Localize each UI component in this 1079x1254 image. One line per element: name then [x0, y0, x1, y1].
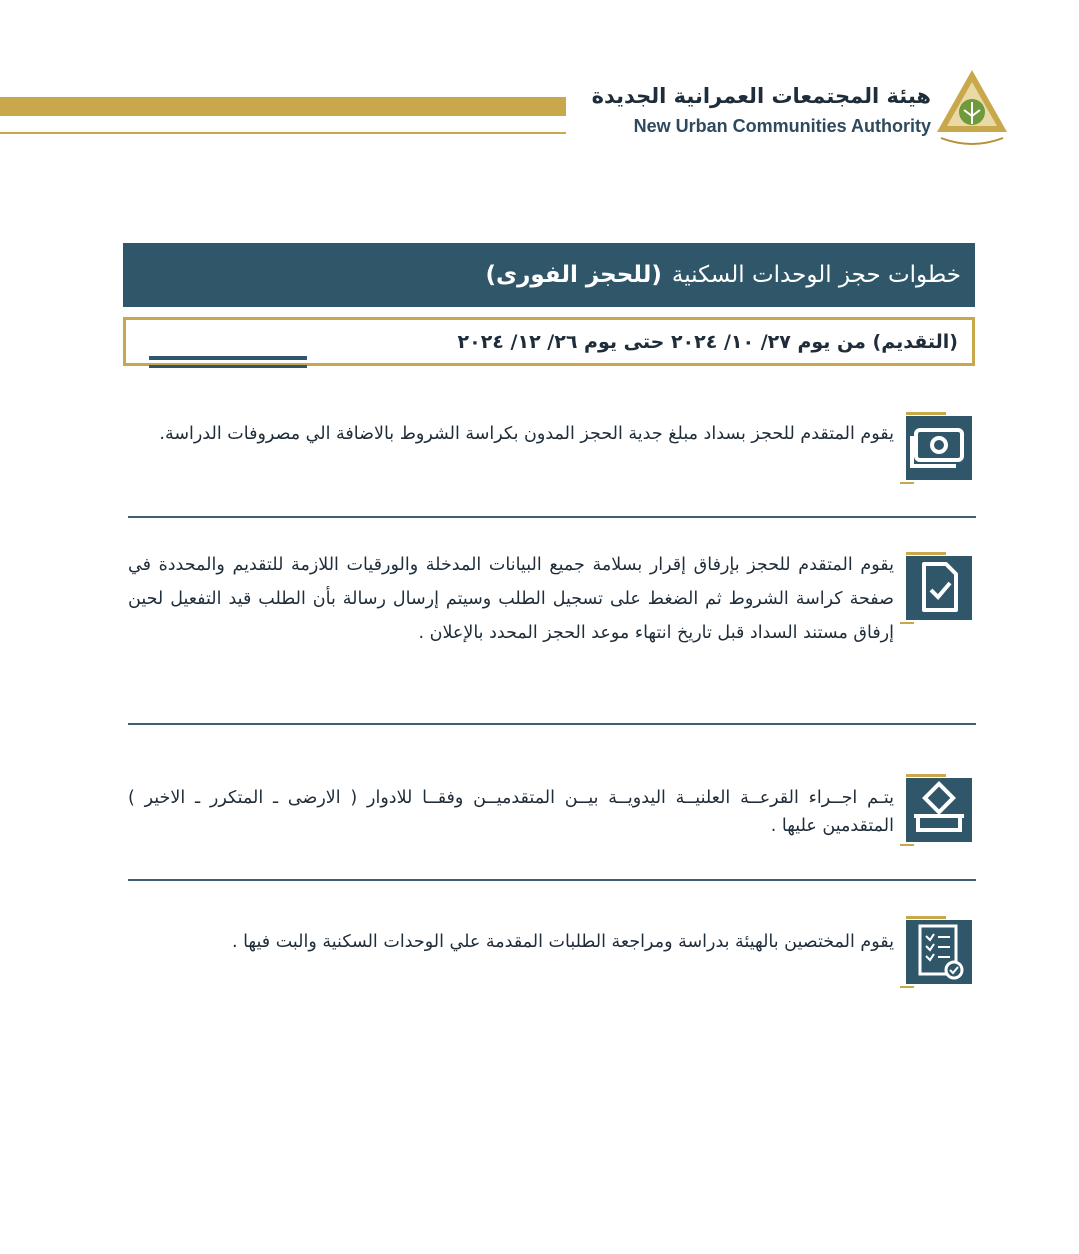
cash-icon: [900, 408, 976, 484]
nuca-logo-icon: [931, 66, 1013, 148]
step-1: [128, 406, 976, 490]
header-gold-bar: [0, 97, 566, 116]
step-2-text: يقوم المتقدم للحجز بإرفاق إقرار بسلامة جميع البيانات المدخلة والورقيات اللازمة للتقديم والمحددة في صفحة كراسة الشروط ثم الضغط على تسجيل الطلب وسيتم إرسال رسالة بأن الطلب قيد التفعيل لحين إرفاق مستند السداد قبل تاريخ انتهاء موعد الحجز المحدد بالإعلان .: [128, 555, 894, 643]
step-divider: [128, 723, 976, 725]
steps-title-banner: [123, 243, 975, 307]
date-underline: [149, 365, 307, 368]
steps-title-accent: (للحجز الفورى): [485, 262, 662, 288]
org-name-english: New Urban Communities Authority: [633, 116, 931, 136]
checklist-icon: [900, 912, 976, 988]
header-gold-line: [0, 132, 566, 134]
org-name-arabic: هيئة المجتمعات العمرانية الجديدة: [591, 84, 931, 108]
step-divider: [128, 516, 976, 518]
document-check-icon: [900, 548, 976, 624]
step-3-text: يتـم اجــراء القرعــة العلنيــة اليدويــة بيــن المتقدميــن وفقــا للادوار ( الارضى ـ المتكرر ـ الاخير ) المتقدمين عليها .: [128, 788, 894, 836]
step-divider: [128, 879, 976, 881]
date-underline: [149, 356, 307, 360]
step-1-text: يقوم المتقدم للحجز بسداد مبلغ جدية الحجز المدون بكراسة الشروط بالاضافة الي مصروفات الدراسة.: [159, 424, 894, 444]
application-dates: (التقديم) من يوم ٢٧/ ١٠/ ٢٠٢٤ حتى يوم ٢٦/ ١٢/ ٢٠٢٤: [457, 330, 958, 353]
step-3: [128, 770, 976, 850]
ballot-box-icon: [900, 770, 976, 846]
step-2: [128, 546, 976, 696]
step-4: [128, 912, 976, 992]
steps-title: خطوات حجز الوحدات السكنية: [671, 262, 961, 288]
step-4-text: يقوم المختصين بالهيئة بدراسة ومراجعة الطلبات المقدمة علي الوحدات السكنية والبت فيها .: [231, 932, 894, 952]
